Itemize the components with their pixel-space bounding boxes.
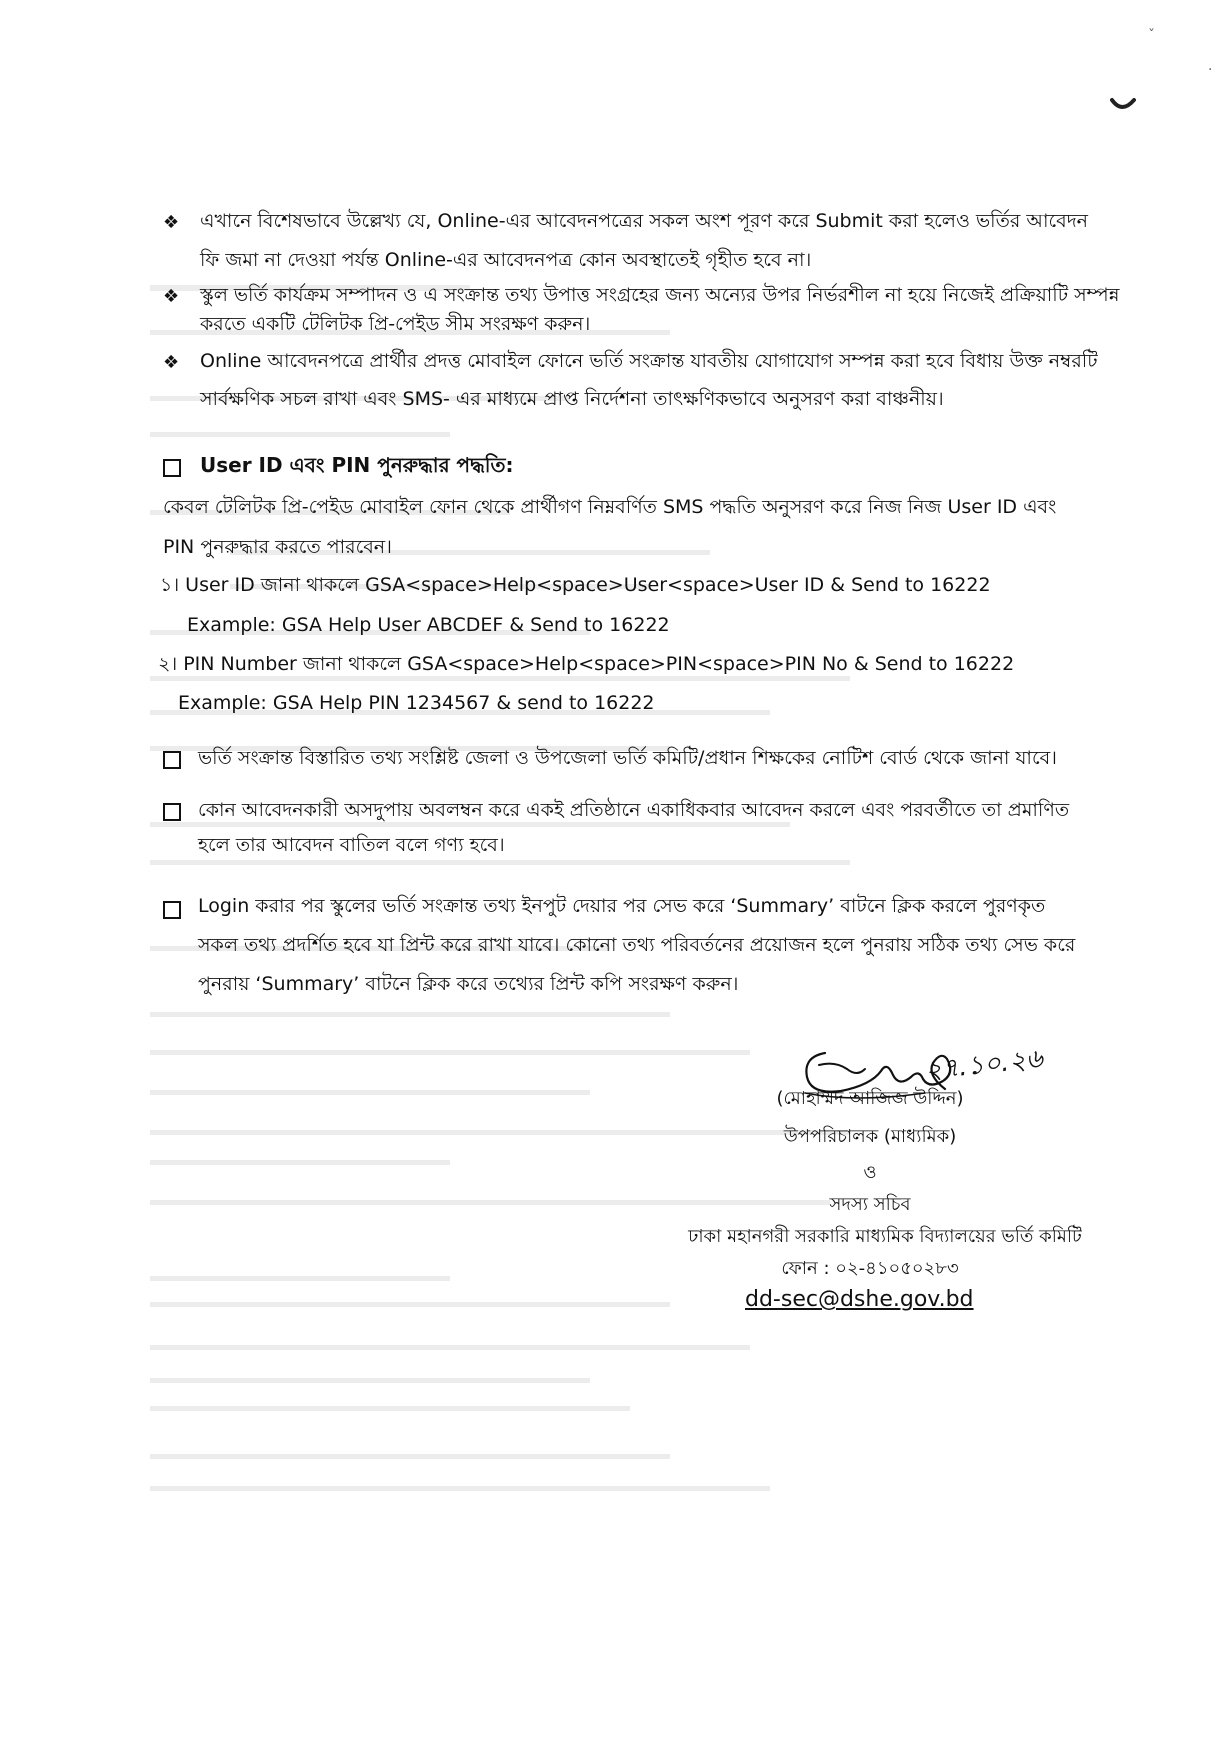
signatory-name: (মোহাম্মদ আজিজ উদ্দিন) [776,1088,964,1109]
note-2-line-2: করতে একটি টেলিটক প্রি-পেইড সীম সংরক্ষণ করুন। [200,313,591,335]
signatory-email[interactable]: dd-sec@dshe.gov.bd [745,1287,974,1312]
recovery-step-2: ২। PIN Number জানা থাকলে GSA<space>Help<space>PIN<space>PIN No & Send to 16222 [158,653,1015,675]
checkbox-square-icon [163,459,181,477]
recovery-step-1: ১। User ID জানা থাকলে GSA<space>Help<space>User<space>User ID & Send to 16222 [160,574,991,596]
corner-curve-mark [1110,96,1136,116]
signatory-designation: উপপরিচালক (মাধ্যমিক) [783,1126,957,1147]
signatory-conjunction: ও [863,1162,877,1183]
signatory-role: সদস্য সচিব [829,1194,911,1215]
recovery-step-1-example: Example: GSA Help User ABCDEF & Send to 16222 [187,614,670,636]
checkbox-square-icon [163,751,181,769]
note-2-line-1: স্কুল ভর্তি কার্যক্রম সম্পাদন ও এ সংক্রান্ত তথ্য উপাত্ত সংগ্রহের জন্য অন্যের উপর নির্ভরশীল না হয়ে নিজেই প্রক্রিয়াটি সম্পন্ন [200,284,1120,306]
corner-mark: · [1208,62,1213,78]
handwritten-date: ২৭.১০.২৬ [923,1043,1045,1087]
note-3-line-2: সার্বক্ষণিক সচল রাখা এবং SMS- এর মাধ্যমে প্রাপ্ত নির্দেশনা তাৎক্ষণিকভাবে অনুসরণ করা বাঞ্চনীয়। [200,388,944,410]
checkbox-square-icon [163,901,181,919]
note-3-line-1: Online আবেদনপত্রে প্রার্থীর প্রদত্ত মোবাইল ফোনে ভর্তি সংক্রান্ত যাবতীয় যোগাযোগ সম্পন্ন করা হবে বিধায় উক্ত নম্বরটি [200,350,1098,372]
signatory-phone: ফোন : ০২-৪১০৫০২৮৩ [781,1258,959,1279]
bullet-symbol: ❖ [163,352,180,373]
recovery-intro-line-1: কেবল টেলিটক প্রি-পেইড মোবাইল ফোন থেকে প্রার্থীগণ নিম্নবর্ণিত SMS পদ্ধতি অনুসরণ করে নিজ নিজ User ID এবং [163,496,1057,518]
boxed-note-2-line-2: হলে তার আবেদন বাতিল বলে গণ্য হবে। [198,834,505,856]
recovery-heading: User ID এবং PIN পুনরুদ্ধার পদ্ধতি: [200,453,514,477]
checkbox-square-icon [163,803,181,821]
note-1-line-2: ফি জমা না দেওয়া পর্যন্ত Online-এর আবেদনপত্র কোন অবস্থাতেই গৃহীত হবে না। [200,249,812,271]
boxed-note-3-line-3: পুনরায় ‘Summary’ বাটনে ক্লিক করে তথ্যের প্রিন্ট কপি সংরক্ষণ করুন। [198,973,739,995]
signatory-committee: ঢাকা মহানগরী সরকারি মাধ্যমিক বিদ্যালয়ের ভর্তি কমিটি [688,1226,1082,1247]
recovery-intro-line-2: PIN পুনরুদ্ধার করতে পারবেন। [163,536,392,558]
bullet-symbol: ❖ [163,286,180,307]
boxed-note-3-line-2: সকল তথ্য প্রদর্শিত হবে যা প্রিন্ট করে রাখা যাবে। কোনো তথ্য পরিবর্তনের প্রয়োজন হলে পুনরায় সঠিক তথ্য সেভ করে [198,934,1076,956]
boxed-note-3-line-1: Login করার পর স্কুলের ভর্তি সংক্রান্ত তথ্য ইনপুট দেয়ার পর সেভ করে ‘Summary’ বাটনে ক্লিক করলে পুরণকৃত [198,895,1046,917]
note-1-line-1: এখানে বিশেষভাবে উল্লেখ্য যে, Online-এর আবেদনপত্রের সকল অংশ পূরণ করে Submit করা হলেও ভর্তির আবেদন [200,210,1089,232]
boxed-note-2-line-1: কোন আবেদনকারী অসদুপায় অবলম্বন করে একই প্রতিষ্ঠানে একাধিকবার আবেদন করলে এবং পরবর্তীতে তা প্রমাণিত [198,799,1070,821]
corner-mark: ˇ [1148,28,1155,44]
recovery-step-2-example: Example: GSA Help PIN 1234567 & send to 16222 [178,692,655,714]
boxed-note-1-line-1: ভর্তি সংক্রান্ত বিস্তারিত তথ্য সংশ্লিষ্ট জেলা ও উপজেলা ভর্তি কমিটি/প্রধান শিক্ষকের নোটিশ বোর্ড থেকে জানা যাবে। [198,747,1057,769]
bullet-symbol: ❖ [163,212,180,233]
